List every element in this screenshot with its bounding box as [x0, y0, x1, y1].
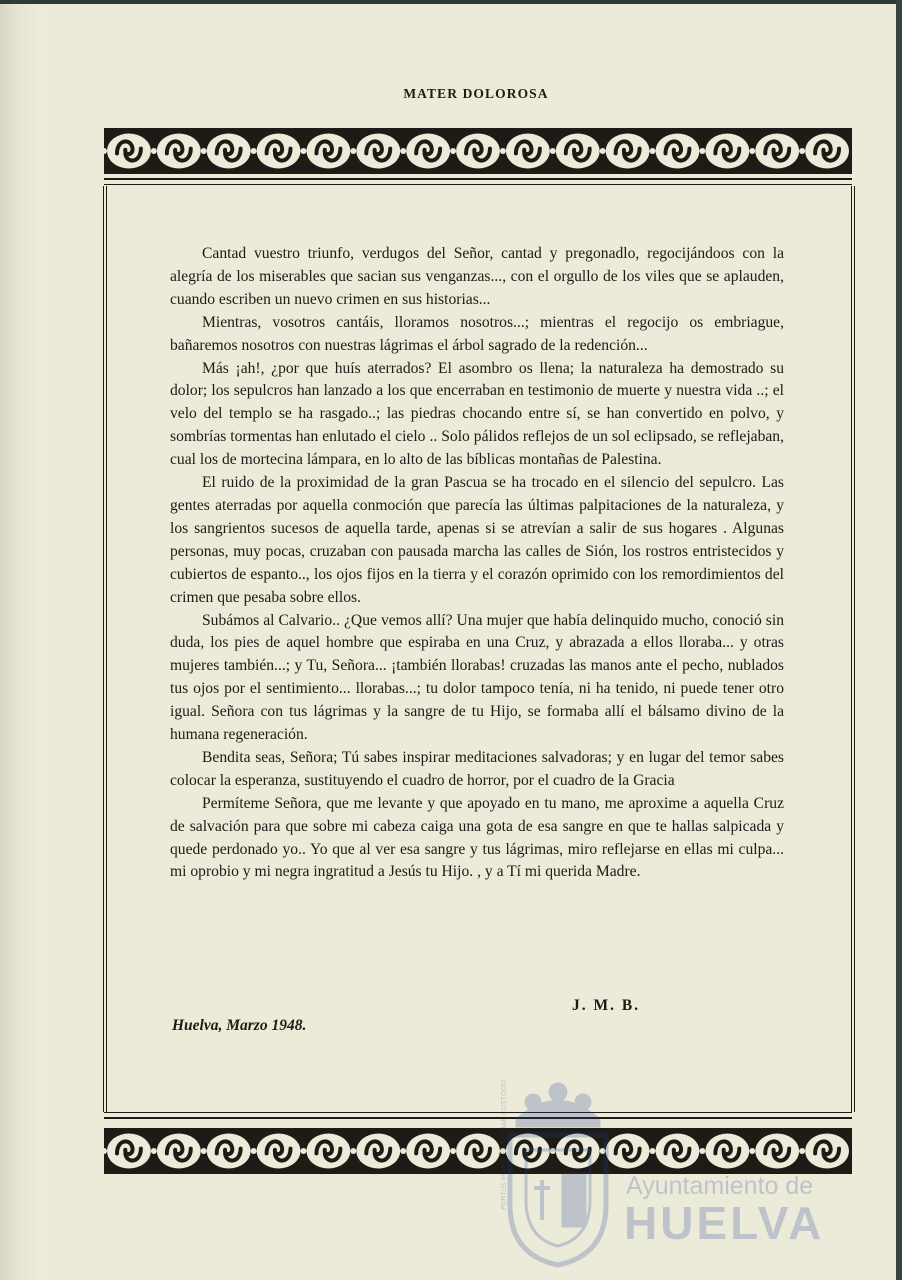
- watermark-line2: HUELVA: [624, 1197, 825, 1249]
- watermark-shield-text: PORTUS MARIS ET TERRAE CUSTODIA: [500, 1080, 508, 1210]
- author-initials: J. M. B.: [572, 997, 641, 1014]
- page-edge-top: [0, 0, 902, 4]
- top-rule-thin: [104, 184, 852, 185]
- paragraph: Mientras, vosotros cantáis, lloramos nosotros...; mientras el regocijo os embriague, bañaremos nosotros con nuestras lágrimas el árbol sagrado de la redención...: [170, 313, 784, 354]
- running-header: MATER DOLOROSA: [403, 86, 549, 101]
- top-rule-thick: [104, 178, 852, 180]
- page-edge-right: [896, 0, 902, 1280]
- archive-watermark: [490, 1080, 830, 1270]
- place-date: Huelva, Marzo 1948.: [172, 1017, 307, 1034]
- page-edge-left: [0, 0, 42, 1280]
- paragraph: Bendita seas, Señora; Tú sabes inspirar meditaciones salvadoras; y en lugar del temor sabes colocar la esperanza, sustituyendo el cuadro de horror, por el cuadro de la Gracia: [170, 748, 784, 789]
- paragraph: El ruido de la proximidad de la gran Pascua se ha trocado en el silencio del sepulcro. Las gentes aterradas por aquella conmoción que parecía las últimas palpitaciones de la naturaleza, y los sangrientos sucesos de aquella tarde, apenas si se atrevían a salir de sus hogares . Algunas personas, muy pocas, cruzaban con pausada marcha las calles de Sión, los rostros entristecidos y cubiertos de espanto.., los ojos fijos en la tierra y el corazón oprimido con los remordimientos del crimen que pesaba sobre ellos.: [170, 474, 784, 606]
- ornament-band-top: [104, 128, 852, 174]
- paragraph: Más ¡ah!, ¿por que huís aterrados? El asombro os llena; la naturaleza ha demostrado su dolor; los sepulcros han lanzado a los que encerraban en testimonio de muerte y nuestra vida ..; el velo del templo se ha rasgado..; las piedras chocando entre sí, se han convertido en polvo, y sombrías tormentas han enlutado el cielo .. Solo pálidos reflejos de un sol eclipsado, se reflejaban, cual los de mortecina lámpara, en lo alto de las bíblicas montañas de Palestina.: [170, 359, 784, 469]
- watermark-line1: Ayuntamiento de: [626, 1172, 814, 1200]
- coat-of-arms-icon: [498, 1080, 618, 1275]
- paragraph: Cantad vuestro triunfo, verdugos del Señor, cantad y pregonadlo, regocijándoos con la alegría de los miserables que sacian sus venganzas..., con el orgullo de los viles que se aplauden, cuando escriben un nuevo crimen en sus historias...: [170, 245, 784, 308]
- article-body: [170, 243, 784, 884]
- paragraph: Subámos al Calvario.. ¿Que vemos allí? Una mujer que había delinquido mucho, conoció sin duda, los pies de aquel hombre que espiraba en una Cruz, y abrazada a ellos lloraba... y otras mujeres también...; y Tu, Señora... ¡también llorabas! cruzadas las manos ante el pecho, nublados tus ojos por el sentimiento... llorabas...; tu dolor tampoco tenía, ni ha tenido, ni puede tener otro igual. Señora con tus lágrimas y la sangre de tu Hijo, se formaba allí el bálsamo divino de la humana regeneración.: [170, 611, 784, 744]
- paragraph: Permíteme Señora, que me levante y que apoyado en tu mano, me aproxime a aquella Cruz de salvación para que sobre mi cabeza caiga una gota de esa sangre en que te hallas salpicada y quede perdonado yo.. Yo que al ver esa sangre y tus lágrimas, miro reflejarse en ellas mi culpa... mi oprobio y mi negra ingratitud a Jesús tu Hijo. , y a Tí mi querida Madre.: [170, 794, 784, 881]
